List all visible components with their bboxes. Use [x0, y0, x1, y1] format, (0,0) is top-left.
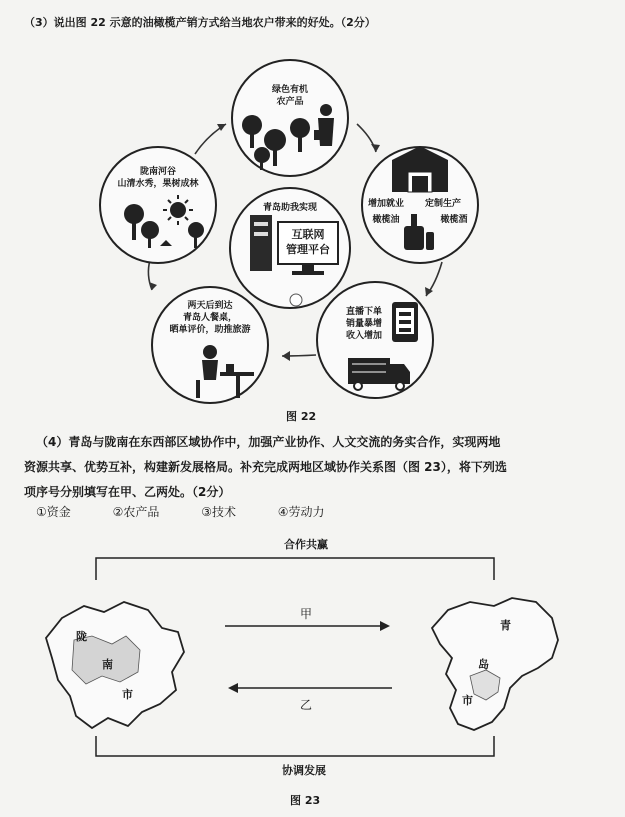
question-3: （3）说出图 22 示意的油橄榄产销方式给当地农户带来的好处。（2分）: [24, 16, 376, 29]
figure-23-diagram: [0, 540, 625, 800]
right-label-c: 橄榄油: [372, 215, 400, 225]
option-agri-products: ②农产品: [112, 505, 160, 519]
question-4: [24, 430, 609, 505]
globe-icon: [290, 294, 302, 306]
platform-screen-label: [280, 227, 336, 257]
right-label-a: 增加就业: [367, 199, 404, 209]
smartphone-icon: [392, 302, 418, 342]
bl-line2: 青岛人餐桌，: [182, 313, 237, 323]
screen-line2: 管理平台: [286, 243, 330, 256]
option-technology: ③技术: [201, 505, 236, 519]
longnan-char-1: 陇: [76, 630, 87, 643]
qingdao-char-2: 岛: [478, 658, 489, 671]
top-circle-label: [254, 84, 326, 108]
bottom-right-label: [340, 306, 388, 342]
q4-line1: （4）青岛与陇南在东西部区域协作中，加强产业协作、人文交流的务实合作，实现两地: [36, 435, 501, 449]
top-label-line1: 绿色有机: [271, 85, 308, 95]
br-line3: 收入增加: [345, 331, 382, 341]
option-labor: ④劳动力: [277, 505, 325, 519]
qingdao-map: [432, 598, 558, 730]
center-circle-title: 青岛助我实现: [262, 203, 317, 213]
arrow-jia-head: [380, 621, 390, 631]
figure-23-caption: 图 23: [290, 794, 321, 807]
longnan-char-3: 市: [122, 688, 133, 701]
right-label-b: 定制生产: [424, 199, 461, 209]
arrow-yi-label: 乙: [300, 698, 313, 712]
bl-line1: 两天后到达: [187, 301, 233, 311]
br-line1: 直播下单: [345, 307, 382, 317]
left-line2: 山清水秀，果树成林: [117, 179, 199, 189]
left-line1: 陇南河谷: [139, 167, 176, 177]
screen-line1: 互联网: [291, 228, 325, 241]
right-label-d: 橄榄酒: [440, 215, 468, 225]
top-label-line2: 农产品: [276, 97, 304, 107]
left-circle: [100, 147, 216, 263]
left-circle-label: [110, 166, 206, 190]
q4-line2: 资源共享、优势互补，构建新发展格局。补充完成两地区域协作关系图（图 23），将下列选: [24, 460, 507, 474]
qingdao-char-1: 青: [500, 619, 511, 632]
arrow-top-to-right: [357, 124, 376, 152]
qingdao-char-3: 市: [462, 694, 473, 707]
top-circle: [232, 60, 348, 176]
fig23-top-label: 合作共赢: [284, 538, 328, 551]
exchange-arrows: [225, 626, 392, 688]
arrow-yi-head: [228, 683, 238, 693]
br-line2: 销量暴增: [345, 319, 382, 329]
q4-line3: 项序号分别填写在甲、乙两处。（2分）: [24, 485, 231, 499]
option-funds: ①资金: [36, 505, 71, 519]
figure-22-caption: 图 22: [286, 410, 317, 423]
fig23-bottom-label: 协调发展: [282, 764, 326, 777]
bottom-left-label: [158, 300, 262, 336]
answer-options: [36, 503, 363, 520]
bl-line3: 晒单评价，助推旅游: [169, 325, 251, 335]
longnan-char-2: 南: [102, 658, 113, 671]
arrow-jia-label: 甲: [300, 607, 313, 621]
